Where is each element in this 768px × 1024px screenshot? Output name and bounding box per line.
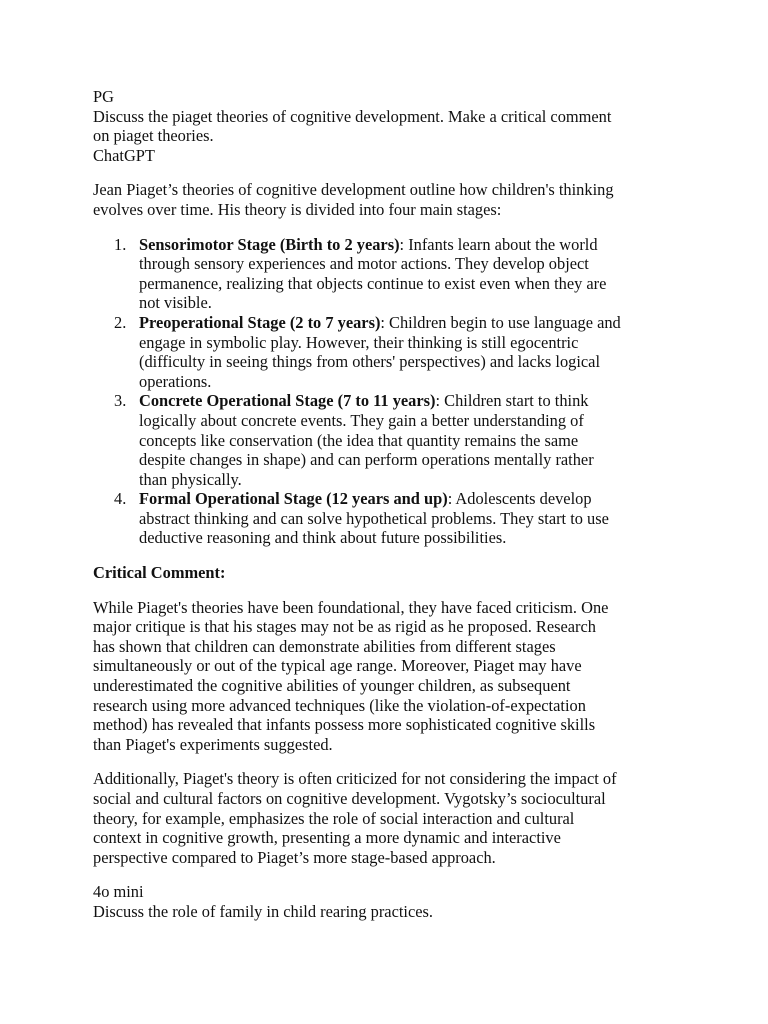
critical-paragraph-1 xyxy=(93,598,683,755)
stage-description-line: deductive reasoning and think about future possibilities. xyxy=(139,528,507,548)
stage-number: 3. xyxy=(114,391,127,411)
stage-title: Concrete Operational Stage (7 to 11 years) xyxy=(139,391,436,411)
stage-item-sensorimotor xyxy=(93,235,683,313)
paragraph-line: major critique is that his stages may not be as rigid as he proposed. Research xyxy=(93,617,596,637)
stage-description-line: permanence, realizing that objects continue to exist even when they are xyxy=(139,273,607,293)
stage-title: Formal Operational Stage (12 years and up) xyxy=(139,489,448,509)
paragraph-line: perspective compared to Piaget’s more stage-based approach. xyxy=(93,847,496,867)
intro-paragraph xyxy=(93,180,683,219)
paragraph-line: Additionally, Piaget's theory is often criticized for not considering the impact of xyxy=(93,769,617,789)
paragraph-line: method) has revealed that infants possess more sophisticated cognitive skills xyxy=(93,715,596,735)
stage-description-start: : Children begin to use language and xyxy=(380,312,621,332)
model-label: 4o mini xyxy=(93,882,144,902)
stage-item-preoperational xyxy=(93,313,683,391)
stage-number: 2. xyxy=(114,312,127,332)
paragraph-line: simultaneously or out of the typical age range. Moreover, Piaget may have xyxy=(93,656,582,676)
stage-item-formal-operational xyxy=(93,489,683,548)
stage-description-line: operations. xyxy=(139,371,212,391)
critical-comment-heading: Critical Comment: xyxy=(93,563,226,583)
stage-title: Preoperational Stage (2 to 7 years) xyxy=(139,312,381,332)
stage-description-line: despite changes in shape) and can perform operations mentally rather xyxy=(139,450,594,470)
stage-number: 4. xyxy=(114,489,127,509)
stage-description-line: concepts like conservation (the idea that quantity remains the same xyxy=(139,430,579,450)
stage-description-line: abstract thinking and can solve hypothetical problems. They start to use xyxy=(139,508,609,528)
paragraph-line: research using more advanced techniques (like the violation-of-expectation xyxy=(93,695,586,715)
intro-line-2: evolves over time. His theory is divided into four main stages: xyxy=(93,199,502,219)
intro-line-1: Jean Piaget’s theories of cognitive development outline how children's thinking xyxy=(93,180,614,200)
paragraph-line: theory, for example, emphasizes the role of social interaction and cultural xyxy=(93,808,575,828)
next-question: Discuss the role of family in child rearing practices. xyxy=(93,901,433,921)
paragraph-line: social and cultural factors on cognitive development. Vygotsky’s sociocultural xyxy=(93,789,606,808)
paragraph-line: than Piaget's experiments suggested. xyxy=(93,734,333,754)
stage-description-line: through sensory experiences and motor actions. They develop object xyxy=(139,254,589,274)
stage-number: 1. xyxy=(114,234,127,254)
question-text-line-1: Discuss the piaget theories of cognitive development. Make a critical comment xyxy=(93,106,612,126)
critical-paragraph-2 xyxy=(93,769,683,867)
stage-description-line: engage in symbolic play. However, their thinking is still egocentric xyxy=(139,332,579,352)
stage-description-line: logically about concrete events. They gain a better understanding of xyxy=(139,410,584,430)
stage-description-start: : Adolescents develop xyxy=(447,489,592,509)
paragraph-line: has shown that children can demonstrate abilities from different stages xyxy=(93,636,556,656)
stage-title: Sensorimotor Stage (Birth to 2 years) xyxy=(139,234,400,254)
stage-description-line: (difficulty in seeing things from others' perspectives) and lacks logical xyxy=(139,352,601,372)
paragraph-line: context in cognitive growth, presenting a more dynamic and interactive xyxy=(93,828,561,848)
stage-description-start: : Infants learn about the world xyxy=(399,234,598,254)
document-page xyxy=(93,87,683,922)
stage-description-line: than physically. xyxy=(139,469,242,489)
assistant-name: ChatGPT xyxy=(93,145,155,165)
stage-item-concrete-operational xyxy=(93,391,683,489)
stages-list xyxy=(93,235,683,549)
user-tag: PG xyxy=(93,87,114,106)
paragraph-line: While Piaget's theories have been foundational, they have faced criticism. One xyxy=(93,597,609,617)
stage-description-start: : Children start to think xyxy=(435,391,589,411)
stage-description-line: not visible. xyxy=(139,293,212,313)
question-text-line-2: on piaget theories. xyxy=(93,126,214,146)
paragraph-line: underestimated the cognitive abilities of younger children, as subsequent xyxy=(93,676,571,696)
